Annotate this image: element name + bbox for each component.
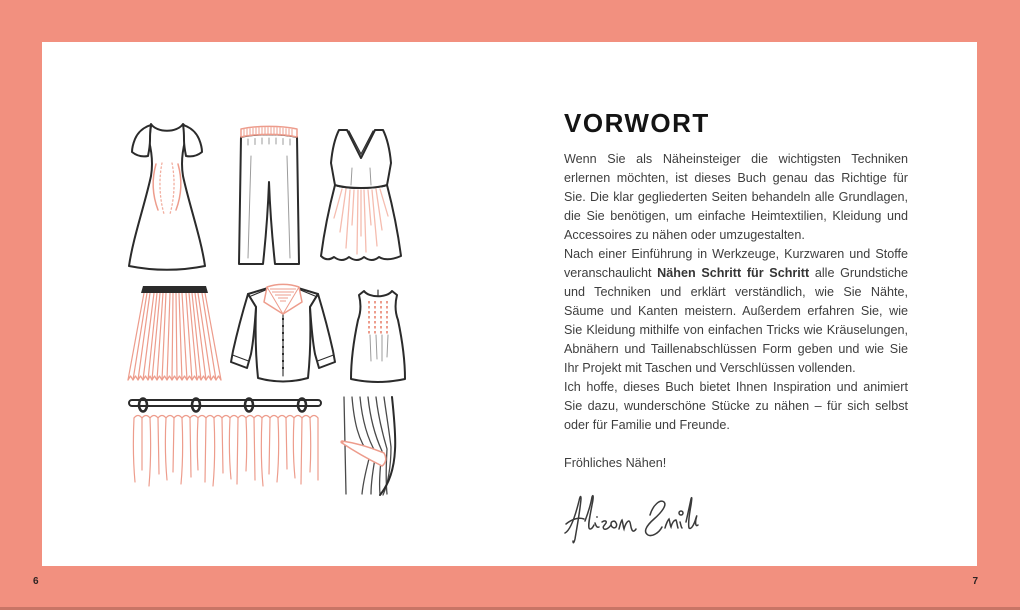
page-number-right: 7 (972, 576, 978, 587)
trousers-illustration (236, 124, 302, 272)
preface-paragraph-2 (564, 245, 908, 378)
preface-paragraph-3: Ich hoffe, dieses Buch bietet Ihnen Inspiration und animiert Sie dazu, wunderschöne Stücke zu nähen – für sich selbst oder für Familie und Freunde. (564, 380, 908, 432)
preface-paragraph-1: Wenn Sie als Näheinsteiger die wichtigsten Techniken erlernen möchten, ist dieses Buch genau das Richtige für Sie. Die klar gegliederten Seiten behandeln alle Grundlagen, die Sie benötigen, um einfache Heimtextilien, Kleidung und Accessoires zu nähen oder umzugestalten. (564, 152, 908, 242)
curtain-on-rod-illustration (128, 394, 328, 491)
sleeveless-top-illustration (347, 287, 409, 389)
page-title: VORWORT (564, 108, 710, 138)
short-sleeve-dress-illustration (122, 116, 212, 274)
curtain-with-tieback-illustration (337, 396, 402, 496)
author-signature (564, 491, 699, 546)
open-book-spread (42, 42, 977, 566)
preface-text-column (564, 110, 908, 546)
v-neck-dress-illustration (316, 128, 406, 272)
paragraph-2-rest: alle Grundstiche und Techniken und erklärt verständlich, wie Sie Nähte, Säume und Kanten meistern. Außerdem erfahren Sie, wie Sie Kleidung mithilfe von einfachen Tricks wie Kräuselungen, Abnähern und Taillenabschlüssen Form geben und wie Sie Ihr Projekt mit Taschen und Verschlüssen vollenden. (564, 266, 908, 375)
closing-line: Fröhliches Nähen! (564, 456, 667, 470)
book-title-bold: Nähen Schritt für Schritt (657, 266, 810, 280)
button-down-shirt-illustration (228, 283, 338, 387)
page-number-left: 6 (33, 576, 39, 587)
paragraph-2-lead: Nach einer Einführung in Werkzeuge, Kurzwaren und Stoffe veranschaulicht (564, 247, 908, 280)
pleated-skirt-illustration (127, 284, 222, 386)
